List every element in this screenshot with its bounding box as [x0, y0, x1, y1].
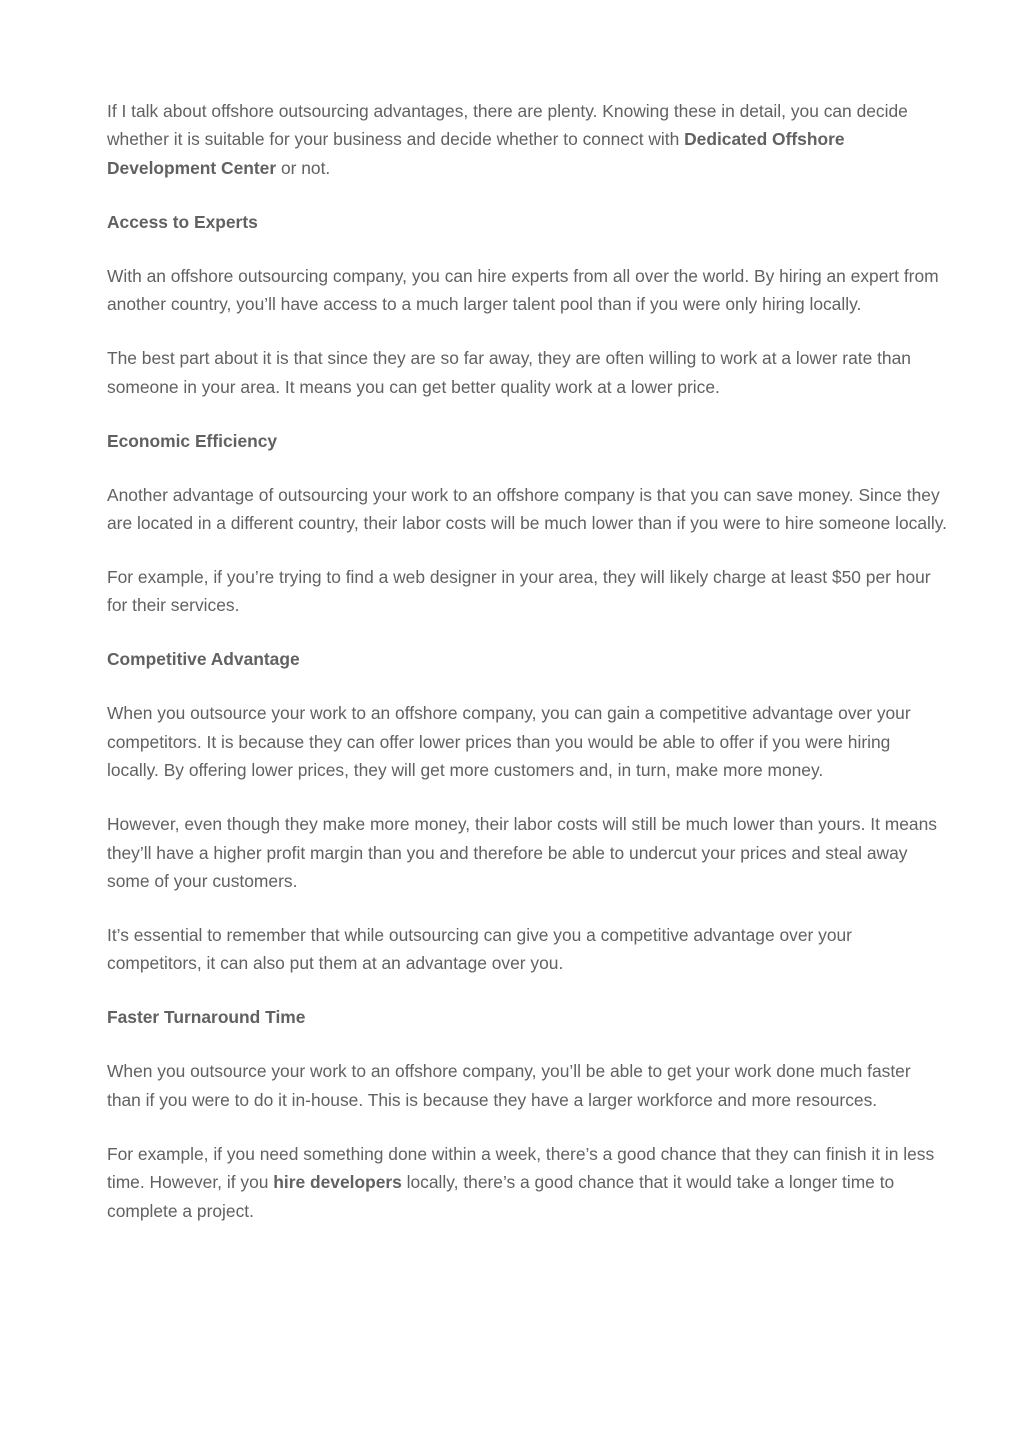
experts-paragraph-1: With an offshore outsourcing company, you can hire experts from all over the world. By hiring an expert from another country, you’ll have access to a much larger talent pool than if you were only hiring locally.: [107, 265, 939, 315]
competitive-paragraph-1: When you outsource your work to an offshore company, you can gain a competitive advantage over your competitors. It is because they can offer lower prices than you would be able to offer if you were hiring locally. By offering lower prices, they will get more customers and, in turn, make more money.: [107, 703, 911, 781]
economic-paragraph-2: For example, if you’re trying to find a web designer in your area, they will likely charge at least $50 per hour for their services.: [107, 567, 931, 616]
turnaround-paragraph-1: When you outsource your work to an offshore company, you’ll be able to get your work done much faster than if you were to do it in-house. This is because they have a larger workforce and more resources.: [107, 1061, 911, 1110]
turnaround-paragraph-2: [107, 1140, 947, 1225]
intro-text: If I talk about offshore outsourcing advantages, there are plenty. Knowing these in detail, you can decide whether it is suitable for your business and decide whether to connect with: [107, 101, 908, 150]
dedicated-odc-link-text: Dedicated Offshore Development Center: [107, 129, 845, 178]
turnaround-text: For example, if you need something done within a week, there’s a good chance that they can finish it in less time. However, if you: [107, 1143, 935, 1193]
heading-competitive-advantage: Competitive Advantage: [107, 649, 300, 670]
turnaround-text-end: locally, there’s a good chance that it would take a longer time to complete a project.: [107, 1172, 895, 1221]
hire-developers-link-text: hire developers: [273, 1172, 402, 1193]
heading-faster-turnaround-time: Faster Turnaround Time: [107, 1007, 306, 1028]
heading-access-to-experts: Access to Experts: [107, 211, 258, 232]
document-page: [107, 97, 947, 1251]
economic-paragraph-1: Another advantage of outsourcing your work to an offshore company is that you can save money. Since they are located in a different country, their labor costs will be much lower than if you were to hire someone locally.: [107, 484, 947, 534]
competitive-paragraph-2: However, even though they make more money, their labor costs will still be much lower than yours. It means they’ll have a higher profit margin than you and therefore be able to undercut your prices and steal away some of your customers.: [107, 814, 937, 892]
competitive-paragraph-3: It’s essential to remember that while outsourcing can give you a competitive advantage over your competitors, it can also put them at an advantage over you.: [107, 925, 852, 974]
heading-economic-efficiency: Economic Efficiency: [107, 430, 278, 451]
experts-paragraph-2: The best part about it is that since they are so far away, they are often willing to work at a lower rate than someone in your area. It means you can get better quality work at a lower price.: [107, 348, 911, 397]
intro-paragraph: [107, 97, 947, 182]
intro-text-end: or not.: [276, 157, 331, 178]
